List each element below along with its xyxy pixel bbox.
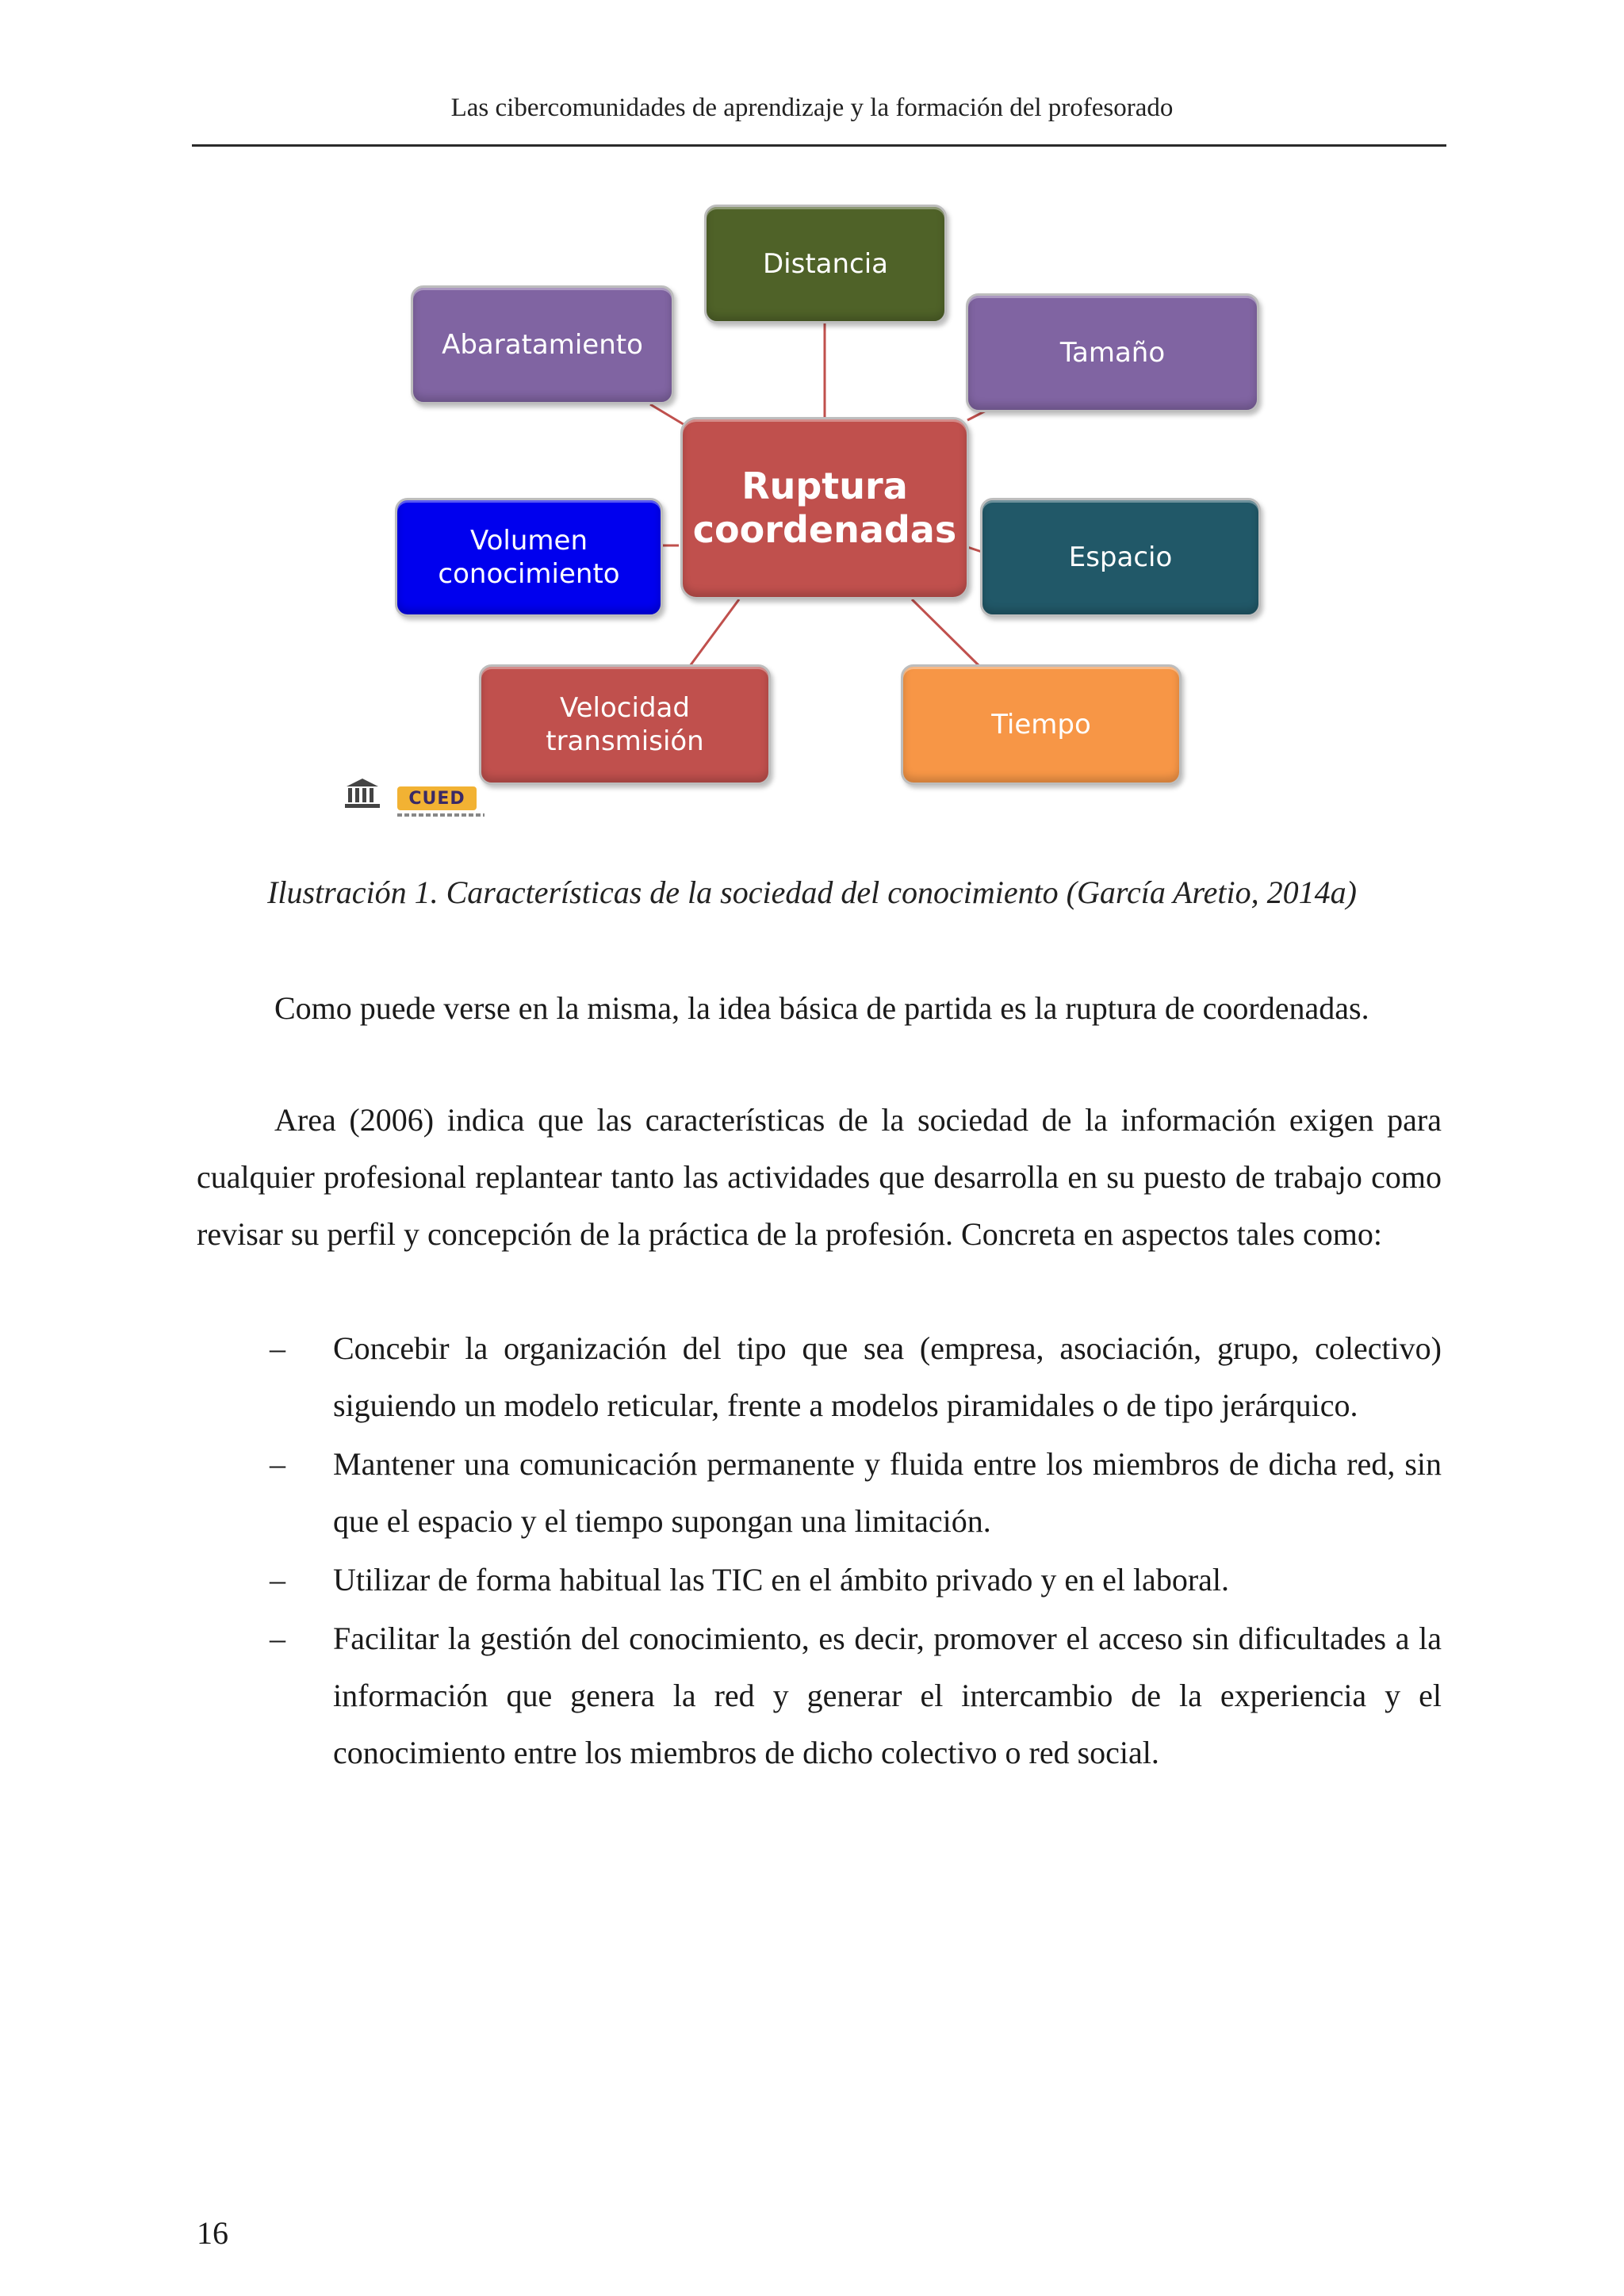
node-velocidad-line2: transmisión: [546, 725, 704, 757]
list-dash: –: [270, 1621, 285, 1656]
node-espacio: [980, 498, 1261, 617]
node-volumen-conocimiento: [395, 498, 663, 617]
node-ruptura-coordenadas: [680, 417, 969, 599]
paragraph-area-2006: [197, 1092, 1442, 1263]
list-item: [197, 1610, 1442, 1781]
header-rule: [192, 144, 1446, 147]
list-item-text: Mantener una comunicación permanente y fluida entre los miembros de dicha red, sin que el espacio y el tiempo supongan una limitación.: [333, 1446, 1442, 1539]
logo-subtitle-line: [397, 813, 485, 817]
page-number: 16: [197, 2215, 228, 2251]
list-dash: –: [270, 1446, 285, 1482]
node-abaratamiento-label: Abaratamiento: [442, 328, 643, 361]
concept-diagram: [317, 190, 1300, 840]
aspects-list: [197, 1320, 1442, 1783]
list-dash: –: [270, 1562, 285, 1598]
cued-logo-mark: CUED: [397, 786, 477, 810]
node-abaratamiento: [411, 285, 674, 404]
node-tiempo: [901, 664, 1182, 785]
node-tamano: [966, 293, 1259, 412]
node-velocidad-line1: Velocidad: [560, 691, 690, 724]
node-distancia: [704, 205, 947, 323]
figure-caption: Ilustración 1. Características de la sociedad del conocimiento (García Aretio, 2014a): [267, 874, 1357, 910]
paragraph-intro: [197, 980, 1442, 1037]
center-label-line1: Ruptura: [741, 464, 908, 507]
list-item: [197, 1552, 1442, 1609]
node-volumen-line1: Volumen: [469, 524, 588, 557]
list-item: [197, 1436, 1442, 1550]
list-dash: –: [270, 1330, 285, 1366]
node-espacio-label: Espacio: [1068, 541, 1173, 573]
list-item-text: Utilizar de forma habitual las TIC en el ámbito privado y en el laboral.: [333, 1562, 1229, 1598]
list-item-text: Facilitar la gestión del conocimiento, es decir, promover el acceso sin dificultades a la información que genera la red y generar el intercambio de la experiencia y el conocimiento entre los miembros de dicho colectivo o red social.: [333, 1621, 1442, 1770]
paragraph-intro-text: Como puede verse en la misma, la idea básica de partida es la ruptura de coordenadas.: [274, 990, 1369, 1026]
connector-velocidad: [690, 599, 739, 666]
list-item-text: Concebir la organización del tipo que sea (empresa, asociación, grupo, colectivo) siguiendo un modelo reticular, frente a modelos piramidales o de tipo jerárquico.: [333, 1330, 1442, 1423]
unesco-temple-icon: [345, 779, 380, 810]
cued-logo: [345, 769, 496, 825]
list-item: [197, 1320, 1442, 1434]
node-tiempo-label: Tiempo: [991, 708, 1091, 740]
node-volumen-line2: conocimiento: [438, 558, 620, 590]
connector-tiempo: [912, 599, 979, 666]
node-velocidad-transmision: [479, 664, 771, 785]
node-distancia-label: Distancia: [762, 247, 889, 280]
paragraph-area-text: Area (2006) indica que las características de la sociedad de la información exigen para cualquier profesional replantear tanto las actividades que desarrolla en su puesto de trabajo como revisar su perfil y concepción de la práctica de la profesión. Concreta en aspectos tales como:: [197, 1102, 1442, 1252]
running-header-title: Las cibercomunidades de aprendizaje y la formación del profesorado: [450, 94, 1174, 122]
node-tamano-label: Tamaño: [1059, 336, 1166, 369]
center-label-line2: coordenadas: [692, 508, 957, 551]
